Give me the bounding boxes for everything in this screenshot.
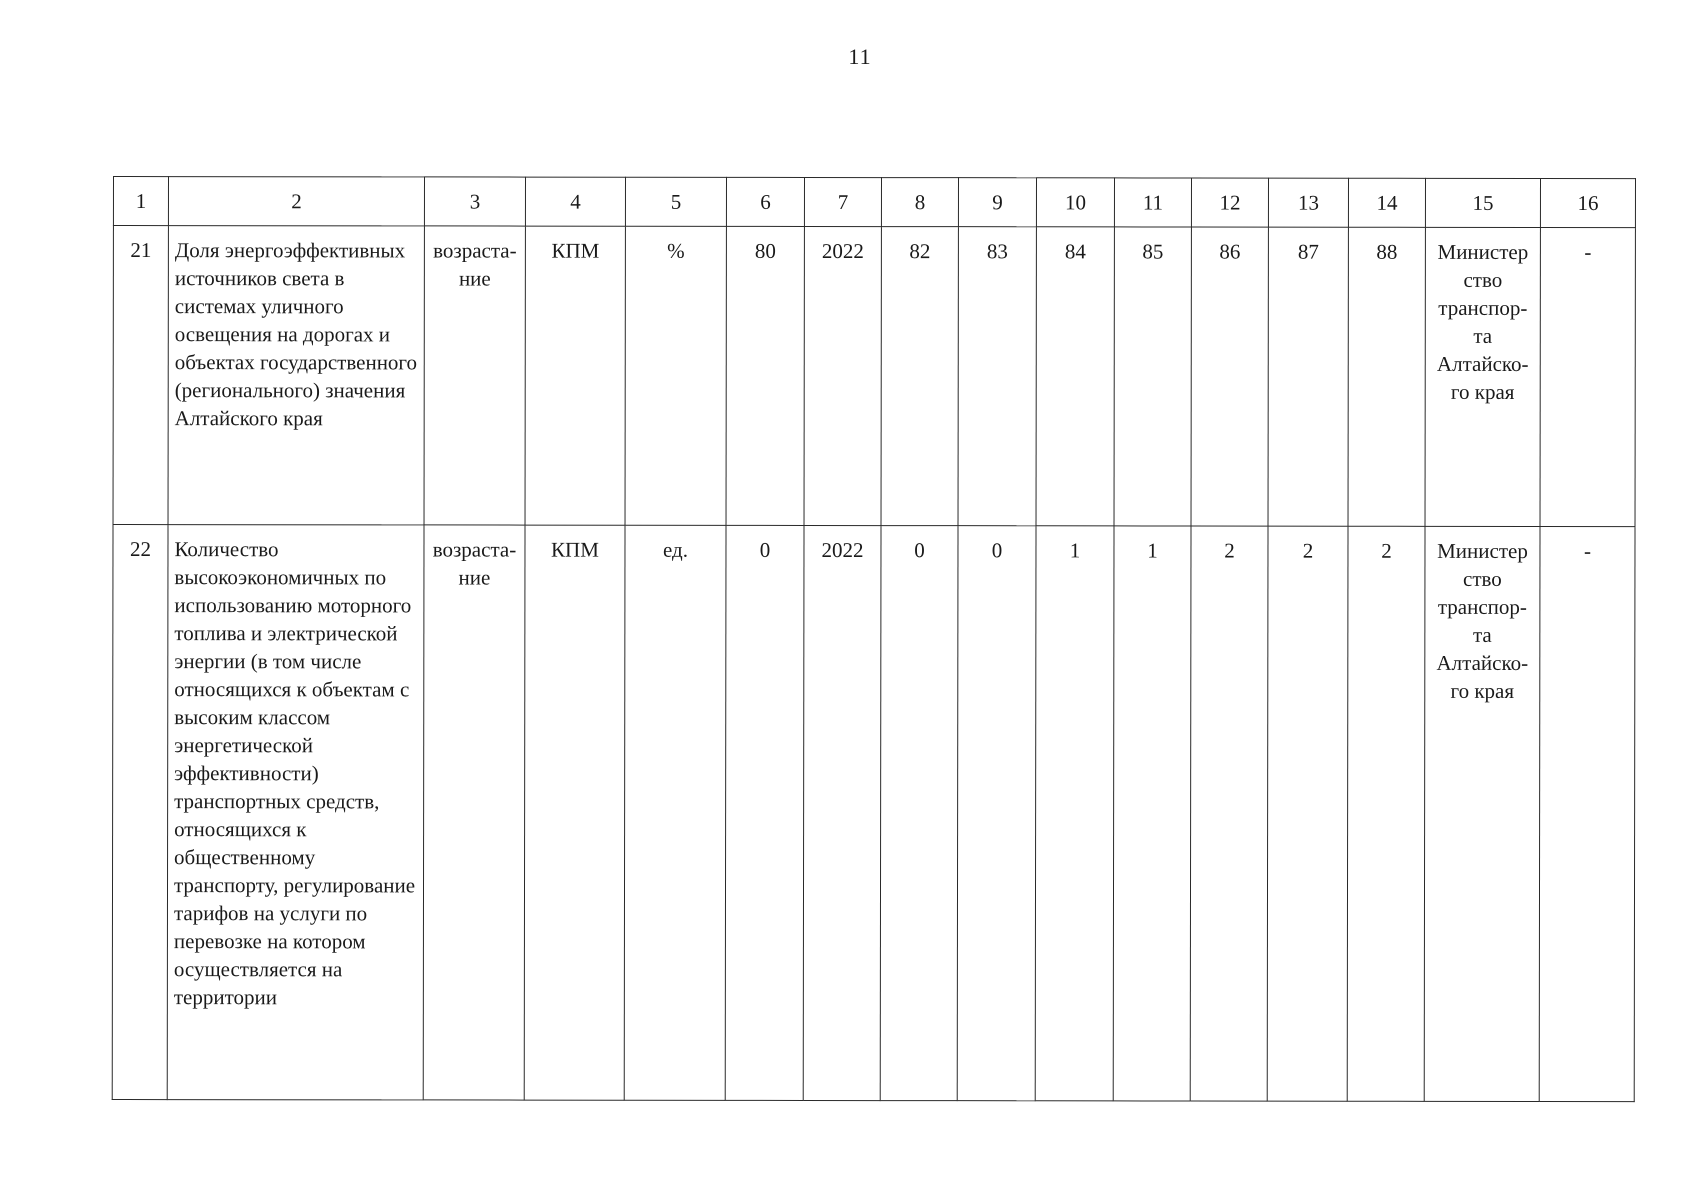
responsible-line: ство	[1463, 566, 1502, 591]
value-cell: 82	[881, 227, 958, 526]
header-cell: 2	[168, 177, 424, 226]
indicator-type: КПМ	[524, 525, 625, 1100]
value-cell: 85	[1114, 227, 1191, 526]
indicator-name: Доля энергоэффективных источников света в системах уличного освещения на дорогах и объектах государственного (регионального) значения Алтайского края	[168, 226, 424, 525]
col16-cell: -	[1540, 227, 1635, 526]
value-cell: 87	[1268, 227, 1348, 526]
value-cell: 84	[1036, 227, 1114, 526]
header-cell: 13	[1268, 178, 1348, 227]
header-cell: 8	[881, 178, 958, 227]
responsible-cell	[1424, 526, 1540, 1101]
header-cell: 14	[1348, 178, 1425, 227]
responsible-line: го края	[1450, 678, 1515, 703]
indicator-type: КПМ	[525, 226, 625, 525]
table-row	[112, 525, 1635, 1102]
value-cell: 86	[1191, 227, 1268, 526]
unit-cell: ед.	[624, 525, 726, 1100]
direction-cell	[423, 525, 525, 1100]
direction-line: возраста-	[432, 537, 517, 562]
header-cell: 3	[424, 177, 525, 226]
value-cell: 88	[1348, 227, 1425, 526]
header-cell: 6	[726, 177, 804, 226]
header-cell: 4	[525, 177, 625, 226]
base-value-cell: 80	[726, 226, 804, 525]
header-cell: 16	[1540, 178, 1635, 227]
header-cell: 9	[958, 178, 1036, 227]
responsible-line: транспор-	[1438, 295, 1528, 320]
responsible-line: транспор-	[1437, 594, 1527, 619]
responsible-line: Алтайско-	[1436, 351, 1529, 376]
responsible-line: та	[1473, 323, 1493, 348]
value-cell: 2	[1267, 526, 1348, 1101]
header-cell: 7	[804, 177, 881, 226]
header-cell: 10	[1036, 178, 1114, 227]
header-cell: 15	[1425, 178, 1540, 227]
table-header-row	[113, 177, 1635, 228]
base-year-cell: 2022	[803, 525, 881, 1100]
table-row	[113, 226, 1635, 527]
header-cell: 5	[625, 177, 726, 226]
responsible-cell	[1425, 227, 1540, 526]
responsible-line: Алтайско-	[1436, 650, 1529, 675]
value-cell: 0	[957, 526, 1036, 1101]
responsible-line: Министер	[1437, 239, 1529, 264]
indicator-name: Количество высокоэкономичных по использованию моторного топлива и электрической энергии (в том числе относящихся к объектам с высоким классом энергетической эффективности) транспортных средств, относящихся к общественному транспорту, регулирование тарифов на услуги по перевозке на котором осуществляется на территории	[167, 525, 424, 1100]
unit-cell: %	[625, 226, 726, 525]
value-cell: 1	[1035, 526, 1114, 1101]
value-cell: 2	[1190, 526, 1268, 1101]
header-cell: 11	[1114, 178, 1191, 227]
direction-line: возраста-	[433, 238, 517, 263]
row-number: 22	[112, 525, 168, 1100]
page-number: 11	[848, 44, 872, 69]
base-value-cell: 0	[725, 525, 804, 1100]
direction-cell	[424, 226, 525, 525]
responsible-line: ство	[1463, 267, 1503, 292]
responsible-line: го края	[1450, 379, 1515, 404]
value-cell: 2	[1347, 526, 1425, 1101]
value-cell: 1	[1113, 526, 1191, 1101]
direction-line: ние	[458, 565, 491, 590]
responsible-line: Министер	[1437, 538, 1528, 563]
row-number: 21	[113, 226, 168, 525]
col16-cell: -	[1539, 526, 1635, 1101]
responsible-line: та	[1472, 622, 1492, 647]
value-cell: 83	[958, 227, 1036, 526]
indicators-table	[112, 176, 1636, 1102]
base-year-cell: 2022	[804, 226, 881, 525]
header-cell: 12	[1191, 178, 1268, 227]
value-cell: 0	[880, 526, 958, 1101]
header-cell: 1	[113, 177, 168, 226]
direction-line: ние	[458, 266, 491, 291]
